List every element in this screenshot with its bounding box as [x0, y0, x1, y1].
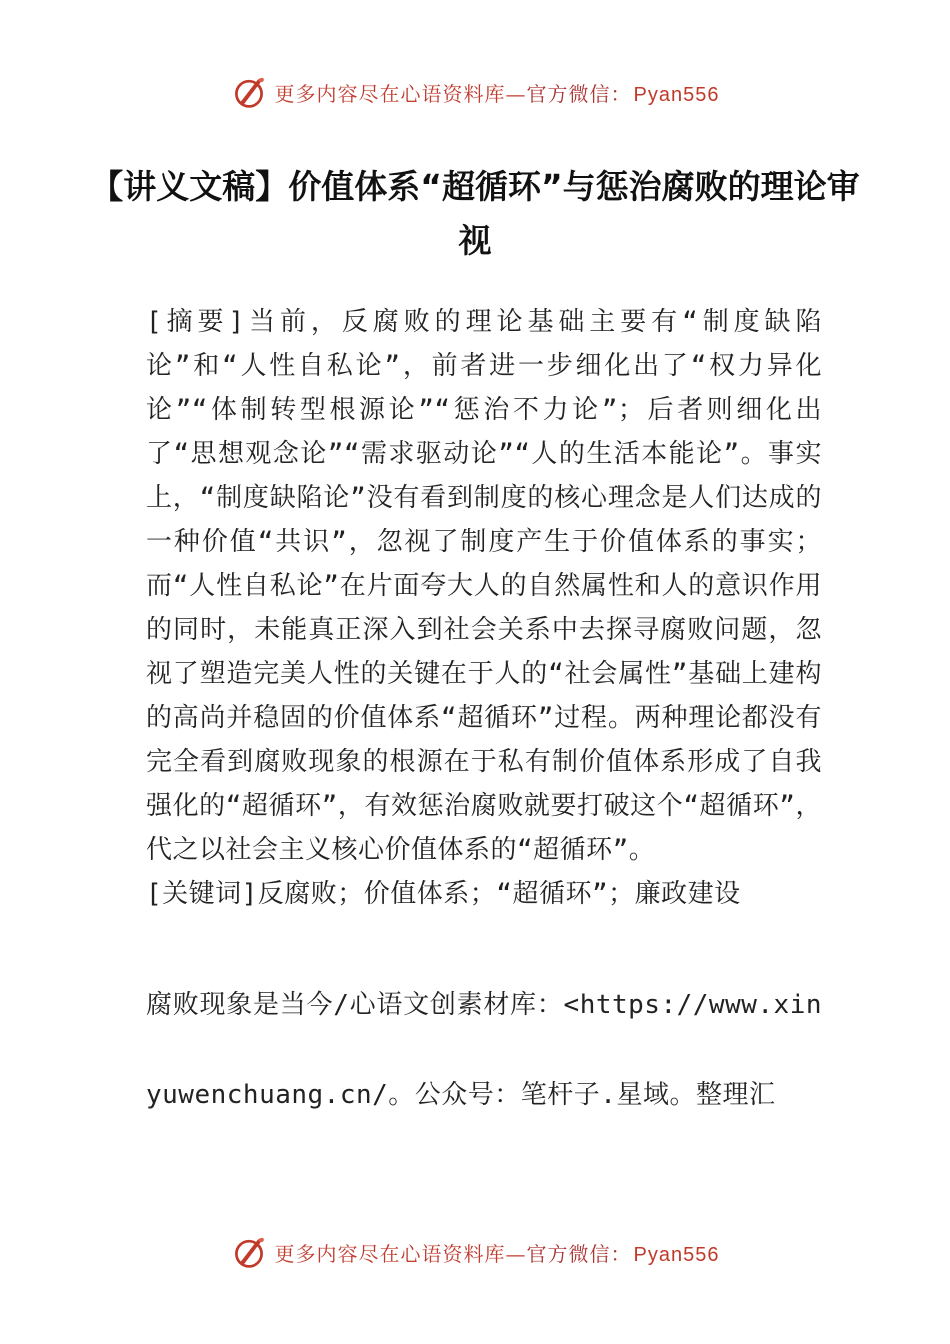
- body-paragraph: 腐败现象是当今/心语文创素材库：<https://www.xinyuwenchuang.cn/。公众号：笔杆子.星域。整理汇: [146, 990, 822, 1110]
- footer-banner: [0, 1232, 950, 1272]
- banner-wechat-id: Pyan556: [633, 83, 720, 106]
- abstract-paragraph: [摘要]当前，反腐败的理论基础主要有“制度缺陷论”和“人性自私论”，前者进一步细化出了“权力异化论”“体制转型根源论”“惩治不力论”；后者则细化出了“思想观念论”“需求驱动论”“人的生活本能论”。事实上，“制度缺陷论”没有看到制度的核心理念是人们达成的一种价值“共识”，忽视了制度产生于价值体系的事实；而“人性自私论”在片面夸大人的自然属性和人的意识作用的同时，未能真正深入到社会关系中去探寻腐败问题，忽视了塑造完美人性的关键在于人的“社会属性”基础上建构的高尚并稳固的价值体系“超循环”过程。两种理论都没有完全看到腐败现象的根源在于私有制价值体系形成了自我强化的“超循环”，有效惩治腐败就要打破这个“超循环”，代之以社会主义核心价值体系的“超循环”。: [146, 307, 822, 865]
- banner-wechat-id: Pyan556: [633, 1243, 720, 1266]
- banner-separator: —: [505, 1241, 527, 1266]
- keywords-line: [关键词]反腐败；价值体系；“超循环”；廉政建设: [146, 879, 741, 909]
- document-body: [146, 300, 822, 1140]
- banner-text: [275, 1238, 720, 1267]
- banner-slogan: 更多内容尽在心语资料库: [274, 81, 506, 106]
- document-title: 【讲义文稿】价值体系“超循环”与惩治腐败的理论审视: [90, 167, 860, 260]
- quill-logo-icon: [231, 1234, 267, 1270]
- quill-logo-icon: [231, 74, 267, 110]
- header-banner: [0, 72, 950, 112]
- banner-wechat-label: 官方微信：: [526, 1241, 632, 1266]
- banner-slogan: 更多内容尽在心语资料库: [274, 1241, 506, 1266]
- banner-separator: —: [505, 81, 527, 106]
- banner-wechat-label: 官方微信：: [526, 81, 632, 106]
- banner-text: [275, 78, 720, 107]
